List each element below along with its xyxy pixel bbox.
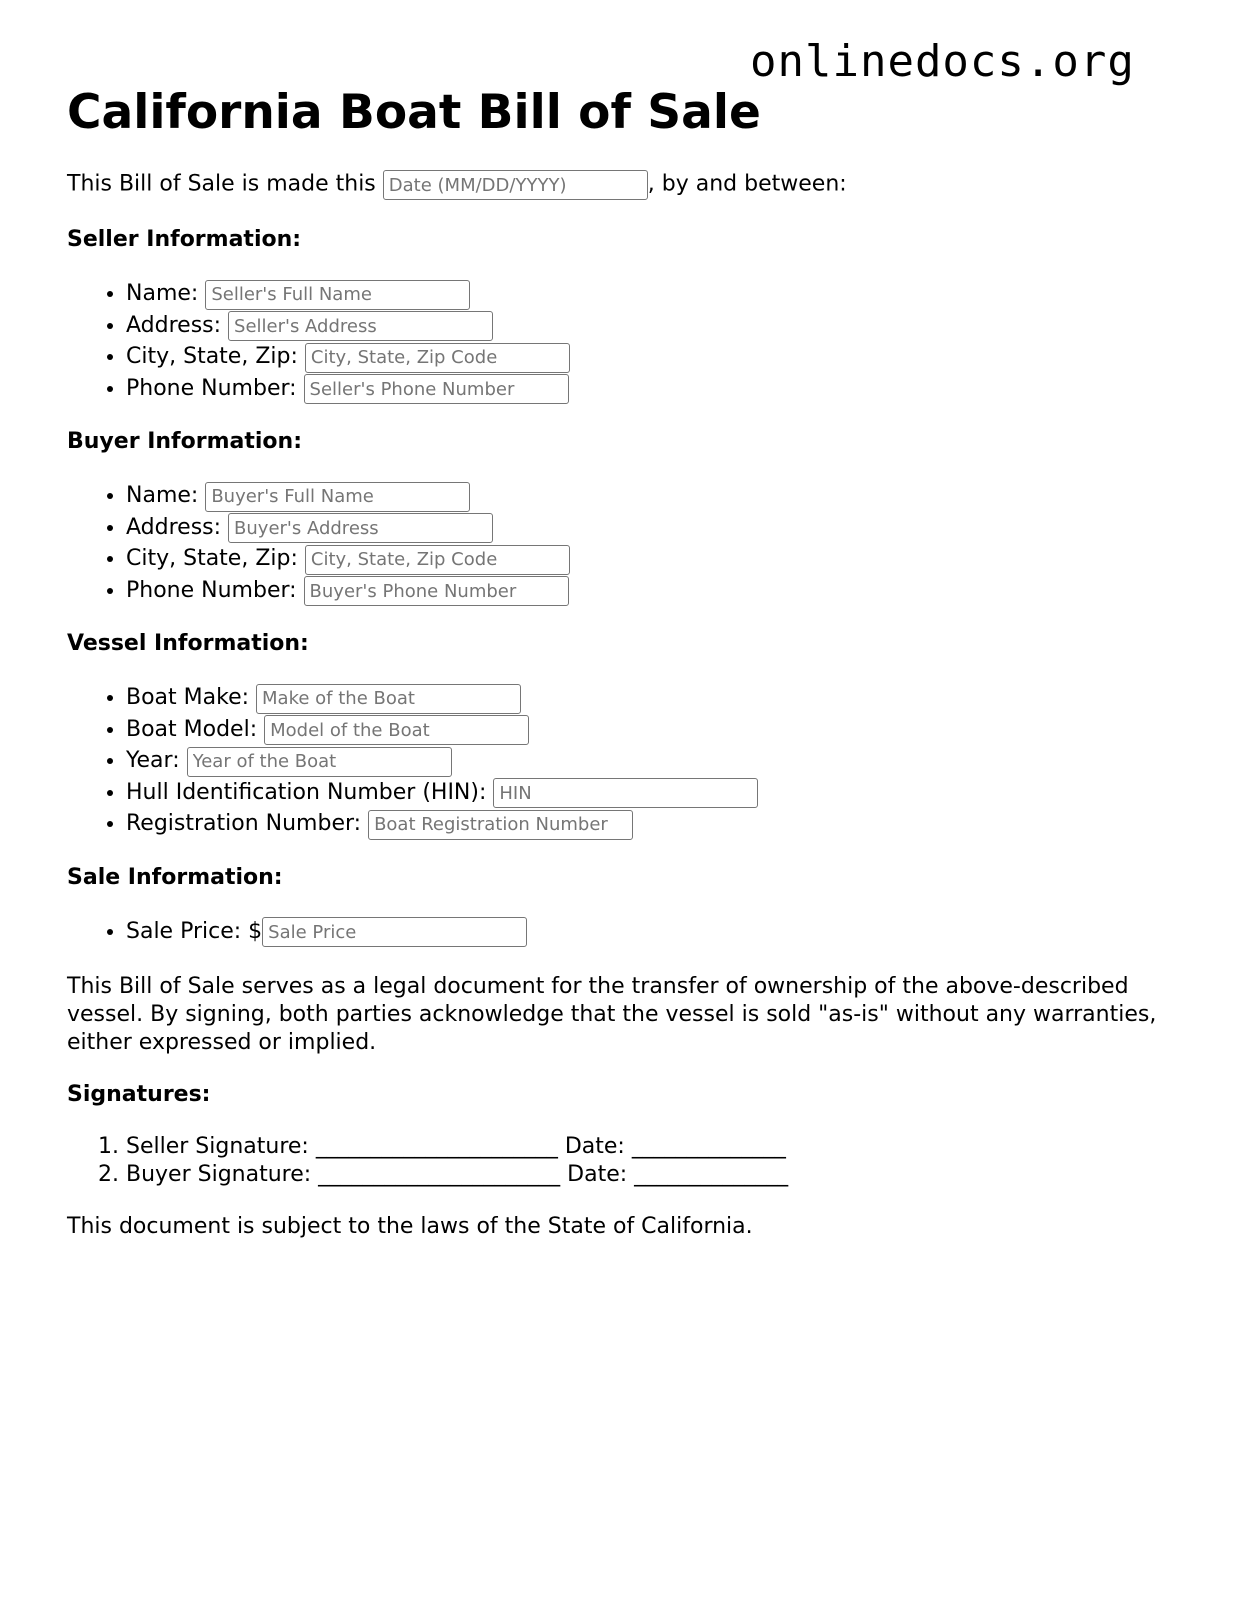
intro-text-before: This Bill of Sale is made this — [67, 171, 383, 197]
seller-city-label: City, State, Zip: — [126, 344, 305, 369]
seller-info-list — [67, 278, 1177, 404]
boat-model-item — [126, 714, 1177, 746]
boat-make-label: Boat Make: — [126, 685, 257, 710]
seller-signature-line: 1. Seller Signature: ______________________ Date: ______________ — [126, 1133, 1177, 1161]
seller-city-item — [126, 341, 1177, 373]
buyer-phone-label: Phone Number: — [126, 577, 304, 603]
boat-make-item — [126, 682, 1177, 714]
seller-address-label: Address: — [126, 312, 229, 338]
buyer-signature-line: 2. Buyer Signature: ______________________ Date: ______________ — [126, 1161, 1177, 1189]
sale-info-list — [67, 916, 1177, 948]
buyer-city-label: City, State, Zip: — [126, 546, 305, 571]
buyer-city-item — [126, 543, 1177, 575]
seller-address-input[interactable] — [228, 311, 493, 341]
intro-text-after: , by and between: — [647, 171, 847, 197]
seller-phone-label: Phone Number: — [126, 375, 304, 401]
boat-registration-item — [126, 808, 1177, 840]
boat-registration-input[interactable] — [368, 810, 633, 840]
buyer-address-input[interactable] — [228, 513, 493, 543]
sale-date-input[interactable] — [383, 170, 648, 200]
seller-address-item — [126, 310, 1177, 342]
boat-year-label: Year: — [126, 748, 187, 773]
bill-of-sale-document — [67, 82, 1177, 1241]
buyer-name-item — [126, 480, 1177, 512]
boat-year-input[interactable] — [187, 747, 452, 777]
boat-model-input[interactable] — [264, 715, 529, 745]
sale-price-item — [126, 916, 1177, 948]
signatures-list — [67, 1133, 1177, 1189]
buyer-section-heading: Buyer Information: — [67, 429, 302, 454]
seller-phone-item — [126, 373, 1177, 405]
boat-year-item — [126, 745, 1177, 777]
seller-name-label: Name: — [126, 281, 206, 306]
seller-city-input[interactable] — [305, 343, 570, 373]
buyer-phone-input[interactable] — [304, 576, 569, 606]
sale-price-input[interactable] — [262, 917, 527, 947]
buyer-name-input[interactable] — [205, 482, 470, 512]
boat-registration-label: Registration Number: — [126, 811, 369, 836]
seller-name-input[interactable] — [205, 280, 470, 310]
seller-section-heading: Seller Information: — [67, 227, 302, 252]
page-title: California Boat Bill of Sale — [67, 85, 761, 140]
boat-make-input[interactable] — [256, 684, 521, 714]
sale-price-label: Sale Price: $ — [126, 918, 263, 944]
buyer-address-label: Address: — [126, 514, 229, 540]
intro-paragraph — [67, 170, 1177, 200]
seller-phone-input[interactable] — [304, 374, 569, 404]
buyer-info-list — [67, 480, 1177, 606]
boat-model-label: Boat Model: — [126, 716, 265, 742]
footer-paragraph: This document is subject to the laws of the State of California. — [67, 1214, 753, 1239]
buyer-phone-item — [126, 575, 1177, 607]
buyer-name-label: Name: — [126, 483, 206, 508]
buyer-city-input[interactable] — [305, 545, 570, 575]
boat-hin-label: Hull Identification Number (HIN): — [126, 779, 494, 805]
buyer-address-item — [126, 512, 1177, 544]
vessel-section-heading: Vessel Information: — [67, 631, 309, 656]
site-watermark: onlinedocs.org — [750, 36, 1135, 87]
signatures-section-heading: Signatures: — [67, 1082, 211, 1107]
boat-hin-item — [126, 777, 1177, 809]
sale-section-heading: Sale Information: — [67, 864, 283, 890]
boat-hin-input[interactable] — [493, 778, 758, 808]
seller-name-item — [126, 278, 1177, 310]
vessel-info-list — [67, 682, 1177, 840]
legal-paragraph: This Bill of Sale serves as a legal document for the transfer of ownership of the above-described vessel. By signing, both parties acknowledge that the vessel is sold "as-is" without any warranties, either expressed or implied. — [67, 974, 1157, 1055]
